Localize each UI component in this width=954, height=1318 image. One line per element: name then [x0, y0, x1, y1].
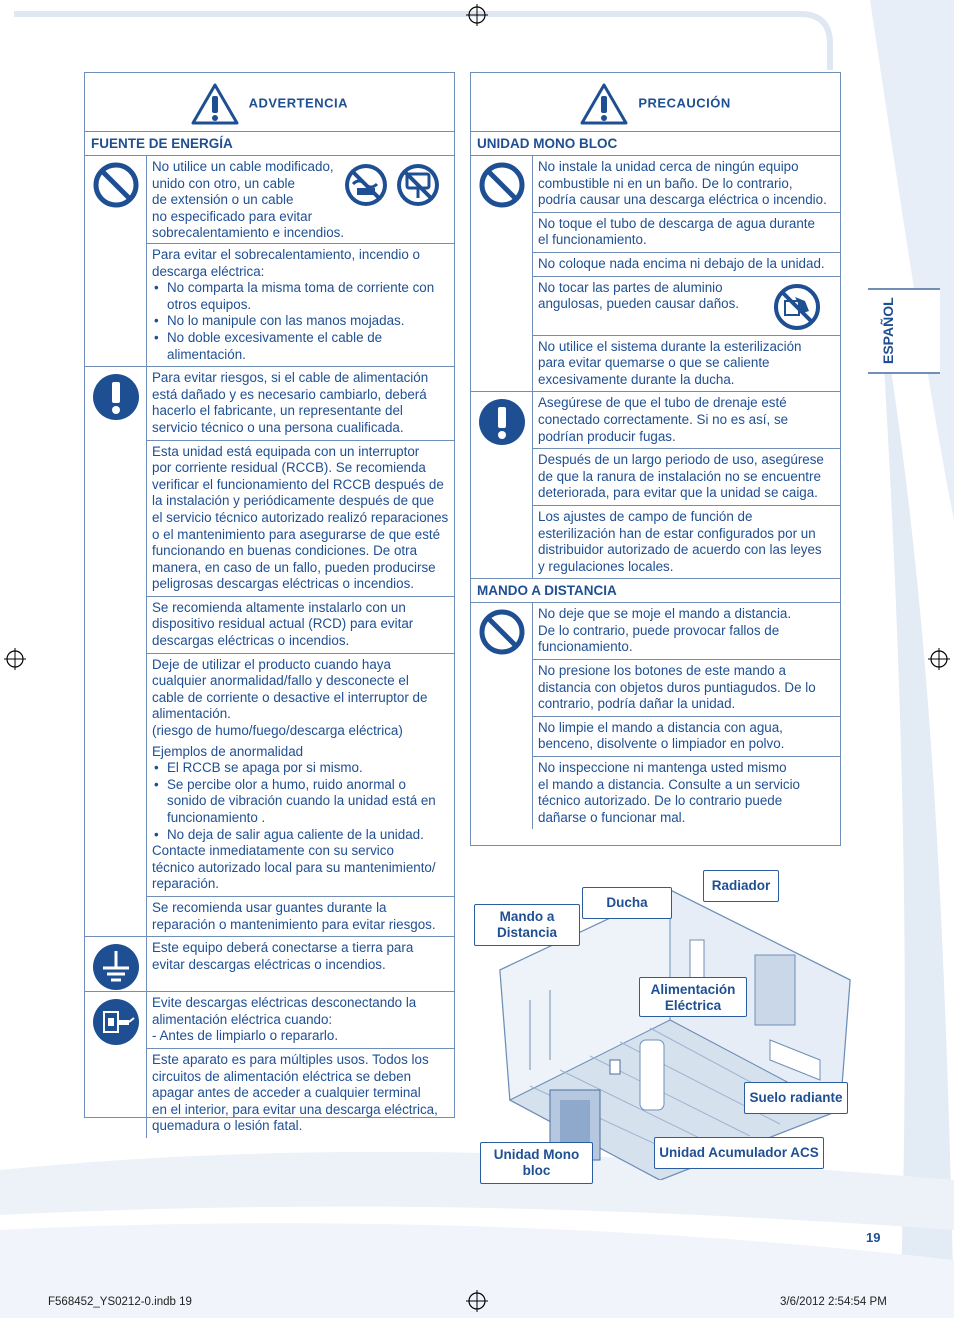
caution-row: No deje que se moje el mando a distancia. De lo contrario, puede provocar fallos de funcionamiento.: [533, 603, 840, 660]
caution-triangle-icon: [580, 83, 628, 125]
label-suelo-radiante: Suelo radiante: [744, 1082, 848, 1114]
prohibited-group: [85, 156, 454, 367]
caution-row: Los ajustes de campo de función de esterilización han de estar configurados por un distribuidor autorizado de acuerdo con las leyes y regulaciones locales.: [538, 508, 822, 574]
warning-row: Evite descargas eléctricas desconectando la alimentación eléctrica cuando: - Antes de limpiarlo o repararlo.: [147, 992, 454, 1049]
registration-mark-icon: [4, 648, 26, 670]
caution-row: No limpie el mando a distancia con agua, benceno, disolvente o limpiador en polvo.: [533, 717, 840, 757]
prohibited-icon: [93, 162, 139, 208]
exclamation-mandatory-icon: [92, 373, 140, 421]
warning-row: Este aparato es para múltiples usos. Todos los circuitos de alimentación eléctrica se deben apagar antes de acceder a cualquier terminal en el interior, para evitar una descarga eléctrica, quemadura o lesión fatal.: [152, 1051, 438, 1134]
label-alimentacion-electrica: Alimentación Eléctrica: [639, 977, 747, 1017]
prohibited-icon: [479, 162, 525, 208]
unplug-icon: [92, 998, 140, 1046]
warning-row: Se recomienda usar guantes durante la reparación o mantenimiento para evitar riesgos.: [152, 899, 436, 932]
warning-row: Deje de utilizar el producto cuando haya cualquier anormalidad/fallo y desconecte el cable de corriente o desactive el interruptor de alimentación. (riesgo de humo/fuego/descarga eléctrica) Ejemplos de anormalidad • El RCCB se apaga por si mismo. • Se percibe olor a humo, ruido anormal o sonido de vibración cuando la unidad está en funcionamiento . • No deja de salir agua caliente de la unidad. Contacte inmediatamente con su servico técnico autorizado local para su mantenimiento/ reparación.: [147, 654, 454, 897]
section-mando-distancia: MANDO A DISTANCIA: [471, 579, 840, 603]
section-unidad-mono-bloc: UNIDAD MONO BLOC: [471, 132, 840, 156]
language-tab: [868, 288, 940, 374]
registration-mark-icon: [928, 648, 950, 670]
warning-row: Este equipo deberá conectarse a tierra para evitar descargas eléctricas o incendios.: [152, 940, 414, 972]
no-modified-cable-icon: [343, 162, 389, 208]
earth-ground-icon: [92, 943, 140, 991]
disconnect-group: [85, 992, 454, 1138]
caution-panel: [470, 72, 841, 846]
label-ducha: Ducha: [582, 887, 672, 919]
footer-date: 3/6/2012 2:54:54 PM: [780, 1296, 887, 1308]
caution-title: PRECAUCIÓN: [638, 95, 731, 111]
caution-row: Después de un largo periodo de uso, asegúrese de que la ranura de instalación no se encuentre deteriorada, para evitar que la unidad se caiga.: [533, 449, 840, 506]
prohibited-icon: [479, 609, 525, 655]
label-unidad-acumulador: Unidad Acumulador ACS: [654, 1137, 824, 1169]
warning-title: ADVERTENCIA: [248, 95, 349, 111]
warning-header: [85, 73, 454, 132]
no-touch-aluminum-icon: [773, 283, 821, 331]
registration-mark-icon: [466, 4, 488, 26]
caution-row: No instale la unidad cerca de ningún equipo combustible ni en un baño. De lo contrario, podría causar una descarga eléctrica o incendio.: [533, 156, 840, 213]
warning-triangle-icon: [191, 83, 239, 125]
caution-row: No tocar las partes de aluminio angulosas, pueden causar daños.: [533, 277, 840, 336]
label-mando-distancia: Mando a Distancia: [474, 904, 580, 946]
caution-row: No presione los botones de este mando a distancia con objetos duros puntiagudos. De lo contrario, podría dañar la unidad.: [533, 660, 840, 717]
warning-row: Para evitar el sobrecalentamiento, incendio o descarga eléctrica: • No comparta la misma toma de corriente con otros equipos. • No lo manipule con las manos mojadas. • No doble excesivamente el cable de alimentación.: [147, 244, 454, 366]
mandatory-group: [471, 392, 840, 579]
prohibited-group: [471, 603, 840, 829]
mandatory-group: [85, 367, 454, 937]
registration-mark-icon: [466, 1290, 488, 1312]
caution-header: [471, 73, 840, 132]
caution-row: No inspeccione ni mantenga usted mismo el mando a distancia. Consulte a un servicio técnico autorizado. De lo contrario puede dañarse o funcionar mal.: [538, 760, 801, 825]
prohibited-group: [471, 156, 840, 392]
no-extension-cable-icon: [395, 162, 441, 208]
caution-row: No coloque nada encima ni debajo de la unidad.: [533, 253, 840, 277]
warning-row: No utilice un cable modificado, unido con otro, un cable de extensión o un cable no especificado para evitar sobrecalentamiento e incendios.: [147, 156, 454, 244]
warning-row: Se recomienda altamente instalarlo con un dispositivo residual actual (RCD) para evitar descargas eléctricas o incendios.: [147, 597, 454, 654]
language-tab-label: ESPAÑOL: [880, 297, 896, 364]
caution-row: No utilice el sistema durante la esterilización para evitar quemarse o que se caliente excesivamente durante la ducha.: [538, 338, 802, 387]
caution-row: No toque el tubo de descarga de agua durante el funcionamiento.: [533, 213, 840, 253]
page-number: 19: [866, 1230, 881, 1245]
caution-row: Asegúrese de que el tubo de drenaje esté conectado correctamente. Si no es así, se podrían producir fugas.: [533, 392, 840, 449]
warning-row: Para evitar riesgos, si el cable de alimentación está dañado y es necesario cambiarlo, deberá hacerlo el fabricante, un representante del servicio técnico o una persona cualificada.: [147, 367, 454, 440]
exclamation-mandatory-icon: [478, 398, 526, 446]
label-radiador: Radiador: [703, 870, 779, 902]
earth-group: [85, 937, 454, 992]
warning-row: Esta unidad está equipada con un interruptor por corriente residual (RCCB). Se recomienda verificar el funcionamiento del RCCB después de la instalación y periódicamente después de que el servicio técnico autorizado realizó reparaciones o el mantenimiento para asegurarse de que esté funcionando en buenas condiciones. De otra manera, en caso de un fallo, pueden producirse peligrosas descargas eléctricas o incendios.: [147, 441, 454, 597]
footer-file: F568452_YS0212-0.indb 19: [48, 1296, 192, 1308]
section-fuente-energia: FUENTE DE ENERGÍA: [85, 132, 454, 156]
warning-panel: [84, 72, 455, 1134]
label-unidad-mono-bloc: Unidad Mono bloc: [480, 1142, 593, 1184]
